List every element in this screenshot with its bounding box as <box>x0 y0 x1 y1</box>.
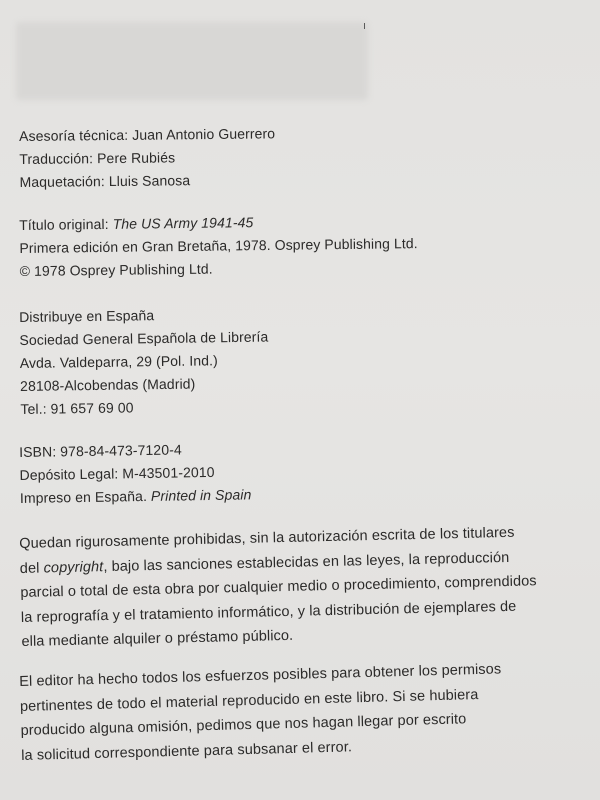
rights-line-5: ella mediante alquiler o préstamo público. <box>21 627 294 650</box>
editor-notice-paragraph <box>19 657 503 768</box>
first-edition: Primera edición en Gran Bretaña, 1978. Osprey Publishing Ltd. <box>19 235 418 256</box>
rights-line-2a: del <box>19 559 44 577</box>
publication-info-block <box>19 437 252 510</box>
blurred-region <box>16 22 368 100</box>
translation-credit: Traducción: Pere Rubiés <box>19 149 176 167</box>
printed-in <box>20 483 252 510</box>
distribution-heading: Distribuye en España <box>19 307 155 325</box>
legal-deposit: Depósito Legal: M-43501-2010 <box>19 463 215 483</box>
distribution-block <box>19 303 269 421</box>
copyright-word: copyright <box>43 558 104 576</box>
distributor-company: Sociedad General Española de Librería <box>19 328 269 348</box>
technical-advisor: Asesoría técnica: Juan Antonio Guerrero <box>19 125 276 144</box>
rights-line-3: parcial o total de esta obra por cualquier medio o procedimiento, comprendidos <box>20 573 537 601</box>
original-title-label: Título original: <box>19 215 113 233</box>
rights-line-2c: , bajo las sanciones establecidas en las leyes, la reproducción <box>103 549 510 575</box>
original-title-value: The US Army 1941-45 <box>112 214 254 232</box>
distributor-phone: Tel.: 91 657 69 00 <box>20 399 134 417</box>
rights-line-1: Quedan rigurosamente prohibidas, sin la autorización escrita de los titulares <box>19 524 515 552</box>
isbn: ISBN: 978-84-473-7120-4 <box>19 441 182 460</box>
paper-speck <box>364 23 365 29</box>
editor-line-2: pertinentes de todo el material reproducido en este libro. Si se hubiera <box>19 686 479 715</box>
editor-line-3: producido alguna omisión, pedimos que nos hagan llegar por escrito <box>20 711 467 739</box>
distributor-street: Avda. Valdeparra, 29 (Pol. Ind.) <box>19 352 218 371</box>
distributor-city: 28108-Alcobendas (Madrid) <box>20 375 196 394</box>
printed-in-english: Printed in Spain <box>150 486 252 504</box>
copyright-line: © 1978 Osprey Publishing Ltd. <box>19 260 213 279</box>
layout-credit: Maquetación: Lluis Sanosa <box>19 172 191 190</box>
printed-in-label: Impreso en España. <box>19 487 152 506</box>
rights-line-4: la reprografía y el tratamiento informático, y la distribución de ejemplares de <box>20 598 517 626</box>
credits-block <box>19 122 276 194</box>
editor-line-1: El editor ha hecho todos los esfuerzos posibles para obtener los permisos <box>19 661 502 690</box>
editor-line-4: la solicitud correspondiente para subsanar el error. <box>21 738 353 764</box>
original-edition-block <box>19 209 418 283</box>
rights-notice-paragraph <box>19 520 538 654</box>
